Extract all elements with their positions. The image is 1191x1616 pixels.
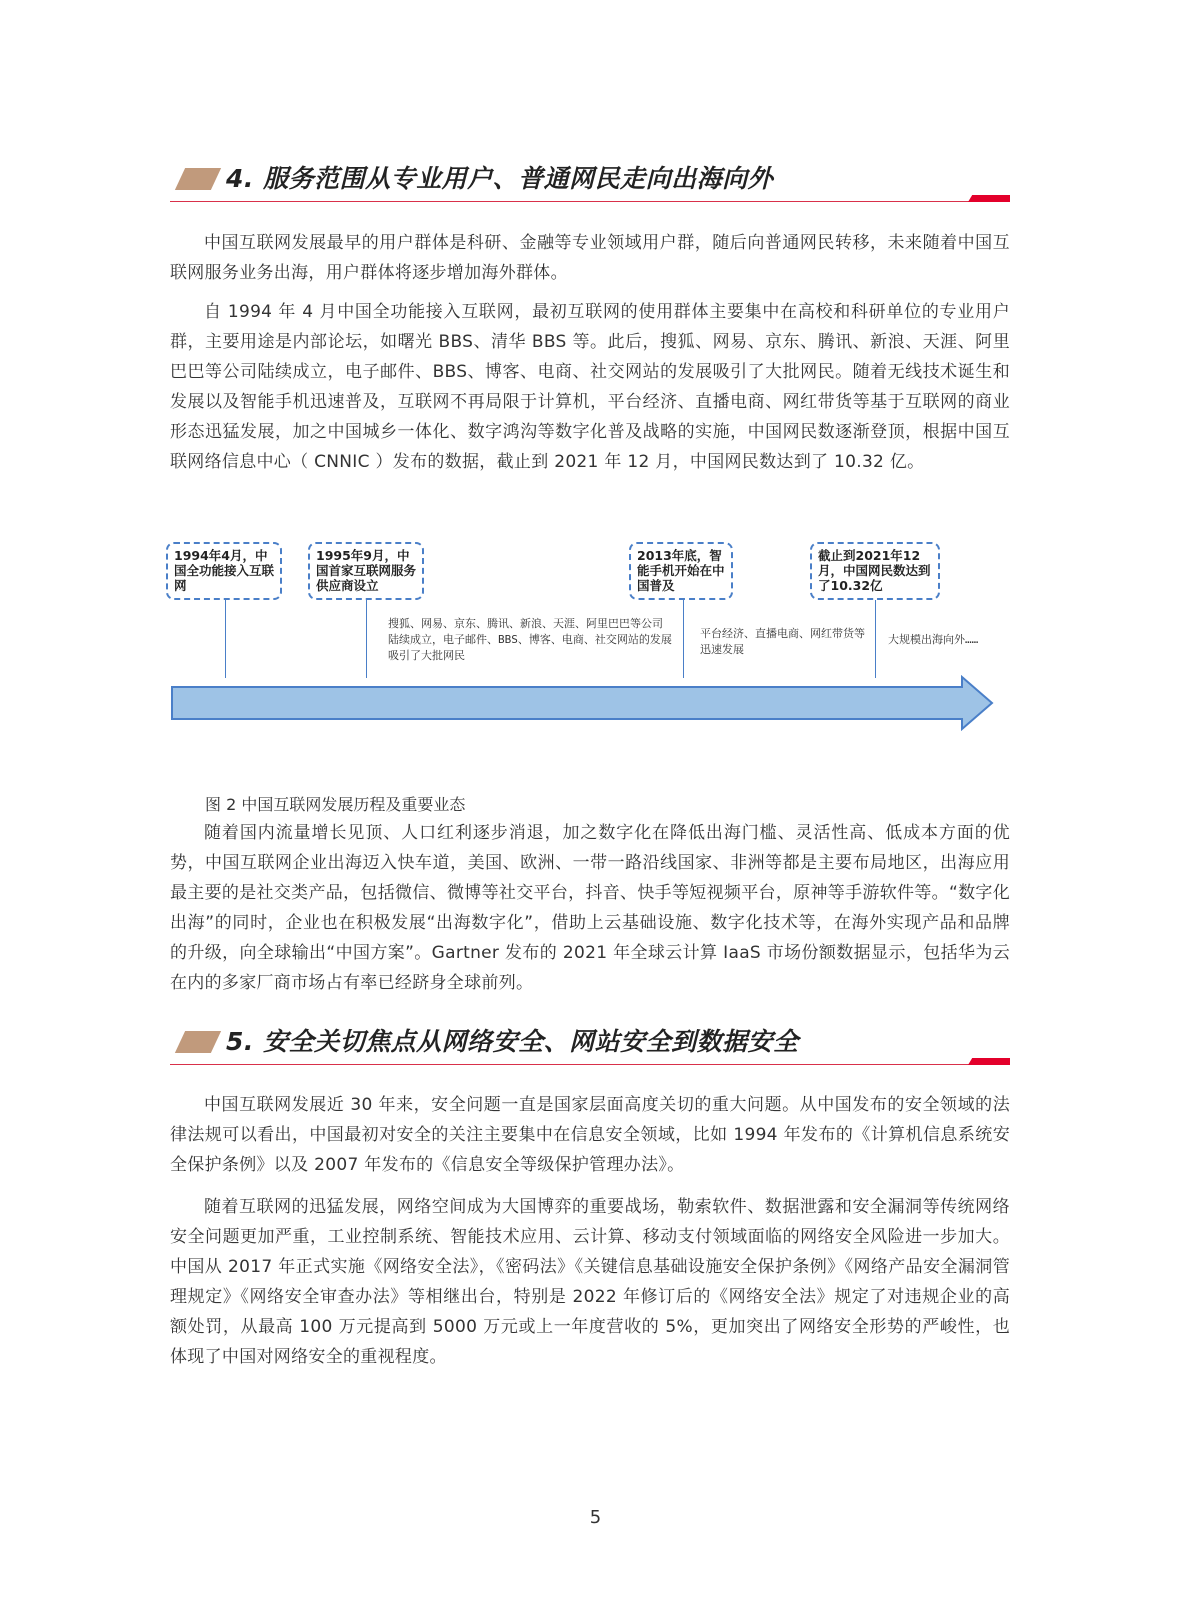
milestone-box: 1995年9月，中国首家互联网服务供应商设立 <box>308 542 424 600</box>
paragraph: 自 1994 年 4 月中国全功能接入互联网，最初互联网的使用群体主要集中在高校和科研单位的专业用户群，主要用途是内部论坛，如曙光 BBS、清华 BBS 等。此后，搜狐、网易、京东、腾讯、新浪、天涯、阿里巴巴等公司陆续成立，电子邮件、BBS、博客、电商、社交网站的发展吸引了大批网民。随着无线技术诞生和发展以及智能手机迅速普及，互联网不再局限于计算机，平台经济、直播电商、网红带货等基于互联网的商业形态迅猛发展，加之中国城乡一体化、数字鸿沟等数字化普及战略的实施，中国网民数逐渐登顶，根据中国互联网络信息中心（ CNNIC ）发布的数据，截止到 2021 年 12 月，中国网民数达到了 10.32 亿。 <box>170 302 1010 472</box>
figure-caption: 图 2 中国互联网发展历程及重要业态 <box>205 795 466 814</box>
section-4-heading <box>170 162 1020 202</box>
page-number: 5 <box>589 1507 602 1528</box>
timeline-description: 平台经济、直播电商、网红带货等迅速发展 <box>700 627 865 656</box>
timeline-connector <box>225 600 226 678</box>
heading-marker <box>175 168 221 190</box>
timeline-figure <box>170 550 1020 740</box>
timeline-description: 搜狐、网易、京东、腾讯、新浪、天涯、阿里巴巴等公司陆续成立，电子邮件、BBS、博客、电商、社交网站的发展吸引了大批网民 <box>388 617 672 662</box>
timeline-connector <box>875 600 876 678</box>
paragraph: 随着互联网的迅猛发展，网络空间成为大国博弈的重要战场，勒索软件、数据泄露和安全漏洞等传统网络安全问题更加严重，工业控制系统、智能技术应用、云计算、移动支付领域面临的网络安全风险进一步加大。中国从 2017 年正式实施《网络安全法》，《密码法》《关键信息基础设施安全保护条例》《网络产品安全漏洞管理规定》《网络安全审查办法》等相继出台，特别是 2022 年修订后的《网络安全法》规定了对违规企业的高额处罚，从最高 100 万元提高到 5000 万元或上一年度营收的 5%，更加突出了网络安全形势的严峻性，也体现了中国对网络安全的重视程度。 <box>170 1197 1010 1367</box>
paragraph: 中国互联网发展近 30 年来，安全问题一直是国家层面高度关切的重大问题。从中国发布的安全领域的法律法规可以看出，中国最初对安全的关注主要集中在信息安全领域，比如 1994 年发布的《计算机信息系统安全保护条例》以及 2007 年发布的《信息安全等级保护管理办法》。 <box>170 1095 1010 1175</box>
milestone-box: 1994年4月，中国全功能接入互联网 <box>166 542 282 600</box>
paragraph: 中国互联网发展最早的用户群体是科研、金融等专业领域用户群，随后向普通网民转移，未来随着中国互联网服务业务出海，用户群体将逐步增加海外群体。 <box>170 233 1010 283</box>
section-5-heading <box>170 1025 1020 1065</box>
heading-marker <box>175 1031 221 1053</box>
timeline-connector <box>366 600 367 678</box>
heading-accent <box>968 1058 1010 1065</box>
timeline-connector <box>683 600 684 678</box>
milestone-box: 2013年底，智能手机开始在中国普及 <box>629 542 733 600</box>
timeline-description: 大规模出海向外…… <box>888 633 979 646</box>
milestone-box: 截止到2021年12月，中国网民数达到了10.32亿 <box>810 542 940 600</box>
heading-accent <box>968 195 1010 202</box>
timeline-arrow <box>170 675 1000 731</box>
heading-rule <box>170 1064 1010 1065</box>
section-4-title: 4. 服务范围从专业用户、普通网民走向出海向外 <box>226 164 774 193</box>
paragraph: 随着国内流量增长见顶、人口红利逐步消退，加之数字化在降低出海门槛、灵活性高、低成本方面的优势，中国互联网企业出海迈入快车道，美国、欧洲、一带一路沿线国家、非洲等都是主要布局地区，出海应用最主要的是社交类产品，包括微信、微博等社交平台，抖音、快手等短视频平台，原神等手游软件等。“数字化出海”的同时，企业也在积极发展“出海数字化”，借助上云基础设施、数字化技术等，在海外实现产品和品牌的升级，向全球输出“中国方案”。Gartner 发布的 2021 年全球云计算 IaaS 市场份额数据显示，包括华为云在内的多家厂商市场占有率已经跻身全球前列。 <box>170 823 1010 993</box>
heading-rule <box>170 201 1010 202</box>
section-5-title: 5. 安全关切焦点从网络安全、网站安全到数据安全 <box>226 1027 799 1056</box>
